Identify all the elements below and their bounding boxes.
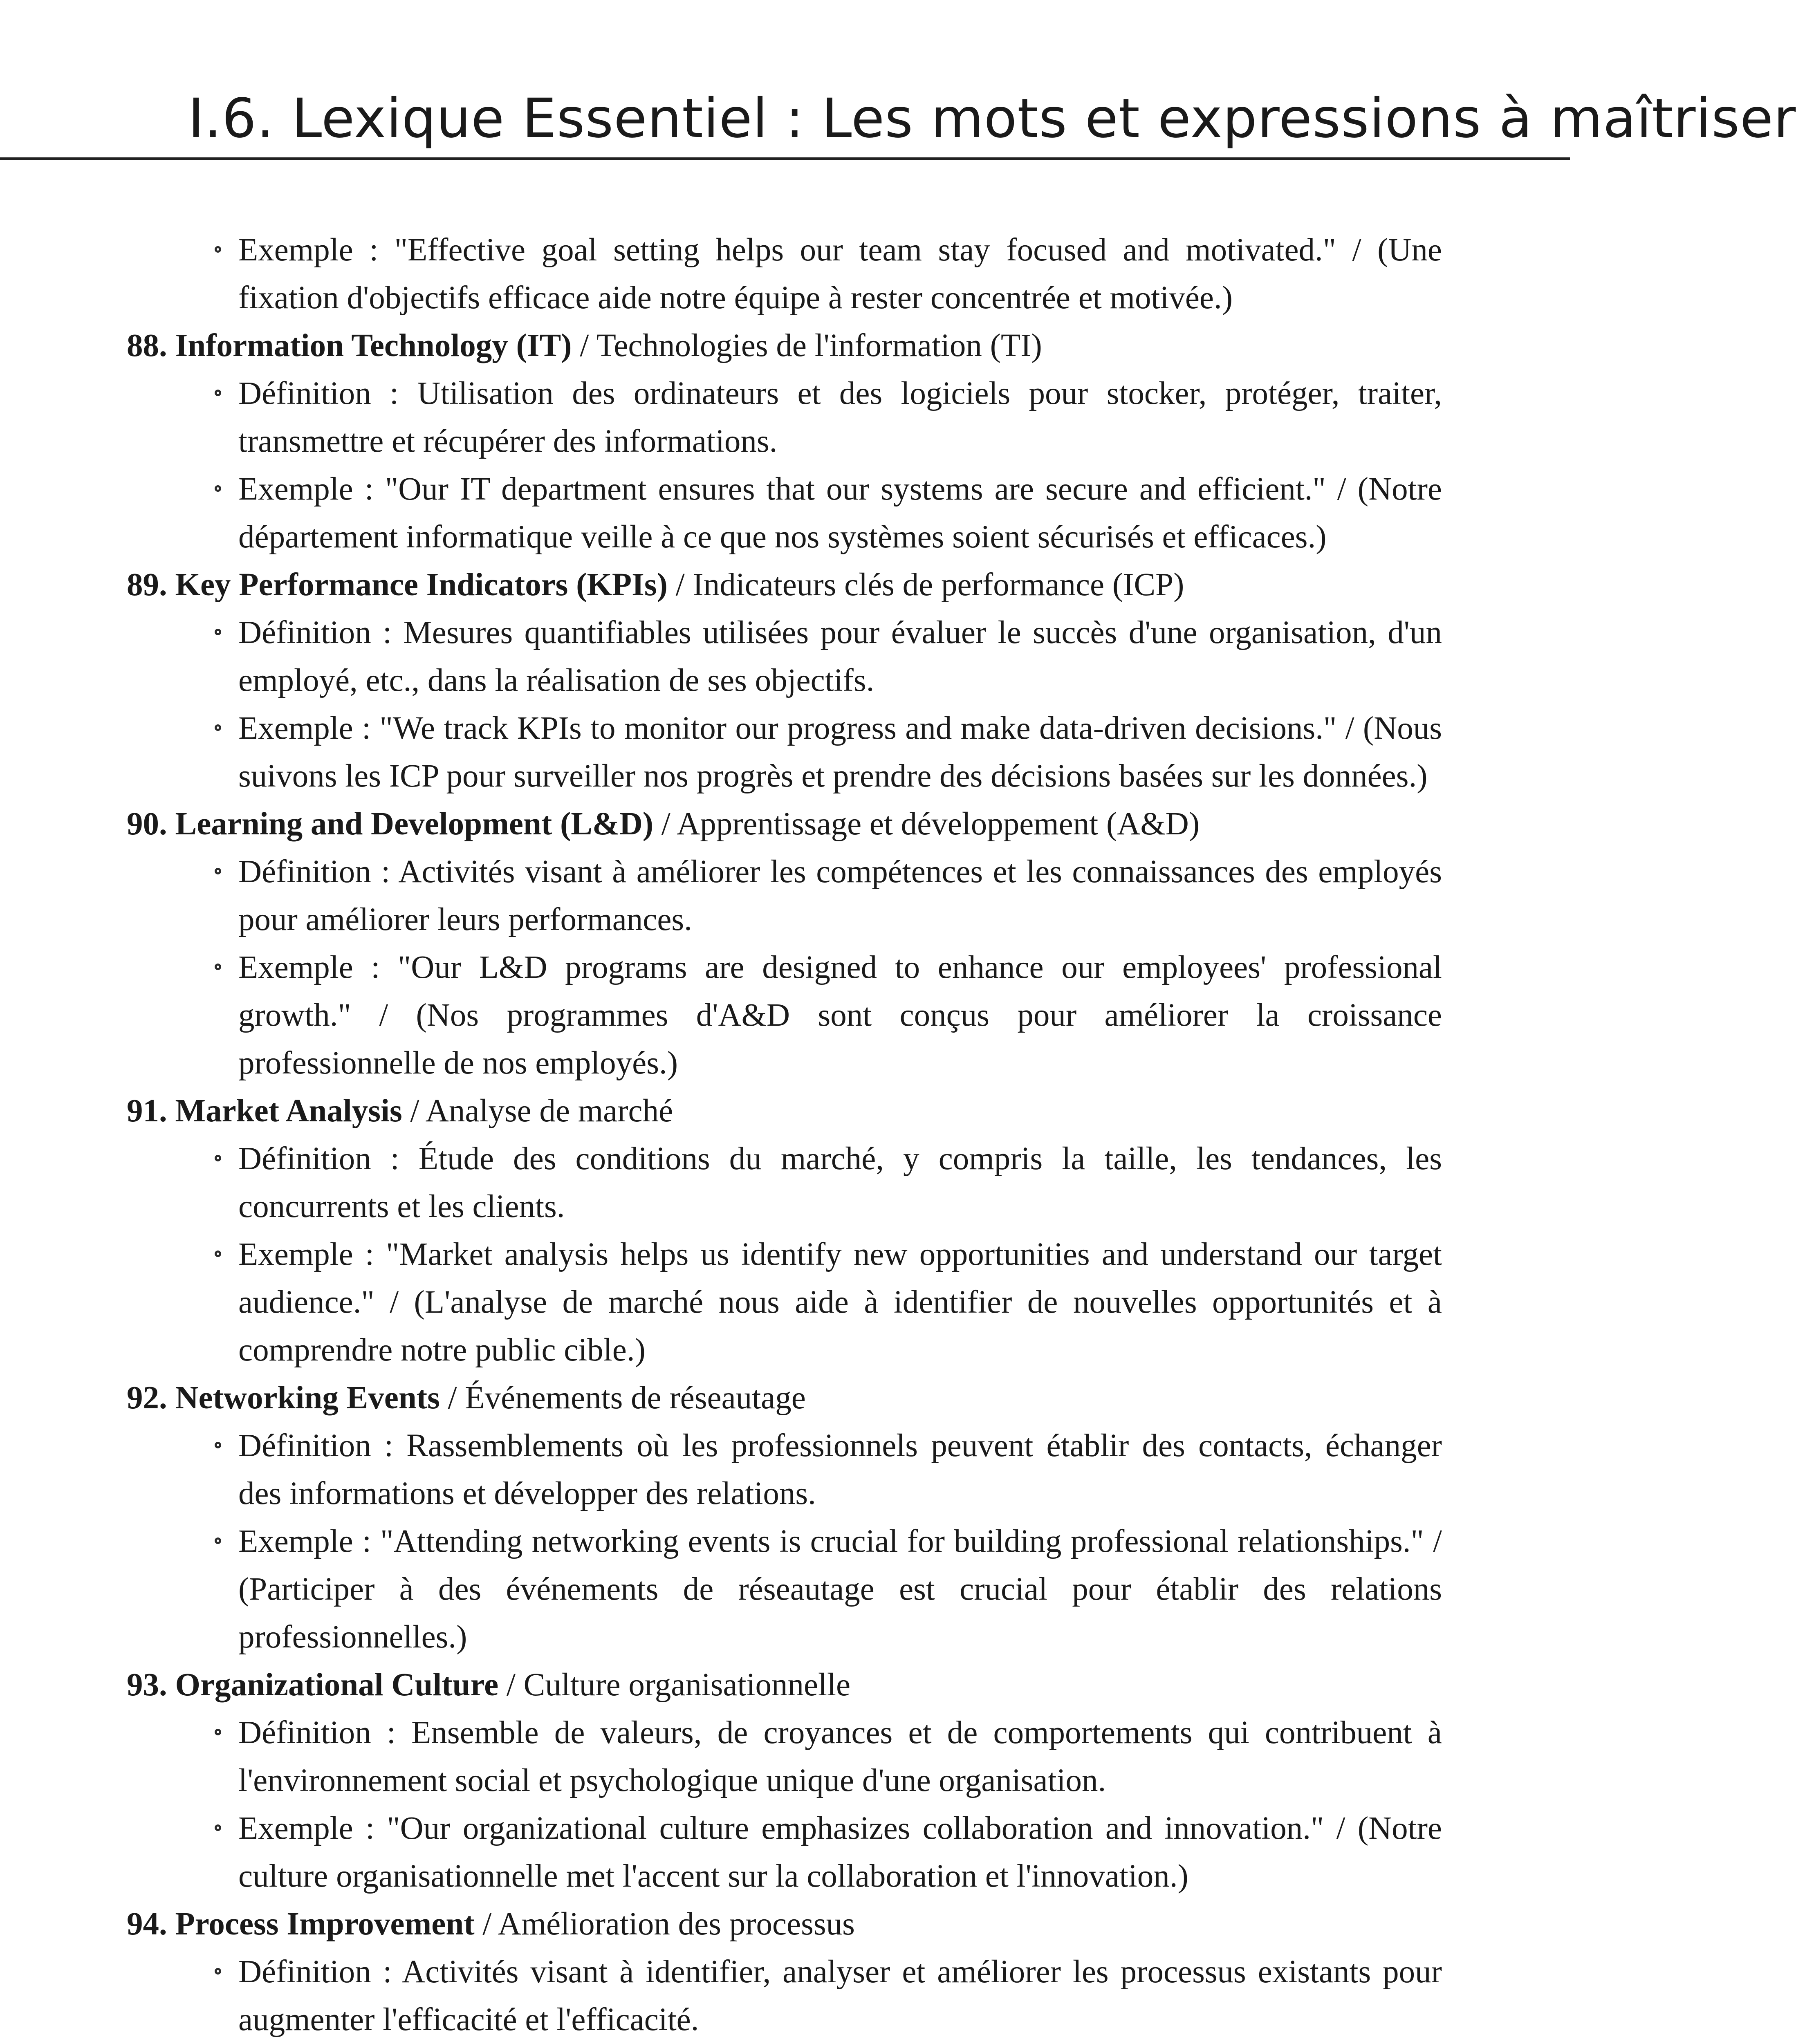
term-number: 92. — [127, 1380, 167, 1416]
term-number: 94. — [127, 1906, 167, 1942]
term-definition: Définition : Mesures quantifiables utilisées pour évaluer le succès d'une organisation, d'un employé, etc., dans la réalisation de ses objectifs. — [238, 609, 1442, 704]
term-heading — [127, 1087, 1442, 1135]
term-heading — [127, 561, 1442, 609]
term-definition: Définition : Rassemblements où les professionnels peuvent établir des contacts, échanger des informations et développer des relations. — [238, 1422, 1442, 1517]
term-number: 90. — [127, 806, 167, 842]
term-heading — [127, 1900, 1442, 1948]
glossary-content — [127, 226, 1442, 2044]
glossary-entry-91 — [127, 1087, 1442, 1374]
term-example: Exemple : "We track KPIs to monitor our progress and make data-driven decisions." / (Nous suivons les ICP pour surveiller nos progrès et prendre des décisions basées sur les données.) — [238, 704, 1442, 800]
term-definition: Définition : Activités visant à identifier, analyser et améliorer les processus existants pour augmenter l'efficacité et l'efficacité. — [238, 1948, 1442, 2044]
term-definition: Définition : Utilisation des ordinateurs et des logiciels pour stocker, protéger, traiter, transmettre et récupérer des informations. — [238, 370, 1442, 465]
page-header — [0, 0, 1796, 164]
term-number: 93. — [127, 1667, 167, 1703]
term-definition: Définition : Activités visant à améliorer les compétences et les connaissances des employés pour améliorer leurs performances. — [238, 848, 1442, 944]
term-english: Information Technology (IT) — [175, 328, 572, 363]
glossary-entry-94 — [127, 1900, 1442, 2044]
term-example: Exemple : "Attending networking events is crucial for building professional relationships." / (Participer à des événements de réseautage est crucial pour établir des relations professionnelles.) — [238, 1517, 1442, 1661]
term-english: Learning and Development (L&D) — [175, 806, 654, 842]
term-french: / Amélioration des processus — [474, 1906, 855, 1942]
term-example: Exemple : "Our L&D programs are designed to enhance our employees' professional growth." / (Nos programmes d'A&D sont conçus pour améliorer la croissance professionnelle de nos employés.) — [238, 944, 1442, 1087]
term-english: Process Improvement — [175, 1906, 475, 1942]
term-example: Exemple : "Our IT department ensures that our systems are secure and efficient." / (Notre département informatique veille à ce que nos systèmes soient sécurisés et efficaces.) — [238, 465, 1442, 561]
glossary-entry-90 — [127, 800, 1442, 1087]
section-title: I.6. Lexique Essentiel : Les mots et expressions à maîtriser — [188, 87, 1796, 150]
term-french: / Analyse de marché — [402, 1093, 673, 1129]
glossary-entry-89 — [127, 561, 1442, 800]
term-heading — [127, 1661, 1442, 1709]
term-french: / Apprentissage et développement (A&D) — [653, 806, 1200, 842]
term-french: / Culture organisationnelle — [498, 1667, 851, 1703]
term-definition: Définition : Étude des conditions du marché, y compris la taille, les tendances, les concurrents et les clients. — [238, 1135, 1442, 1230]
term-french: / Technologies de l'information (TI) — [572, 328, 1042, 363]
term-definition: Définition : Ensemble de valeurs, de croyances et de comportements qui contribuent à l'environnement social et psychologique unique d'une organisation. — [238, 1709, 1442, 1804]
term-english: Organizational Culture — [175, 1667, 499, 1703]
term-heading — [127, 800, 1442, 848]
term-number: 91. — [127, 1093, 167, 1129]
term-english: Market Analysis — [175, 1093, 402, 1129]
term-french: / Indicateurs clés de performance (ICP) — [667, 567, 1184, 603]
term-heading — [127, 322, 1442, 370]
header-divider — [0, 157, 1570, 160]
term-english: Key Performance Indicators (KPIs) — [175, 567, 668, 603]
term-heading — [127, 1374, 1442, 1422]
glossary-entry-88 — [127, 322, 1442, 561]
term-number: 89. — [127, 567, 167, 603]
term-french: / Événements de réseautage — [439, 1380, 806, 1416]
term-example: Exemple : "Our organizational culture emphasizes collaboration and innovation." / (Notre culture organisationnelle met l'accent sur la collaboration et l'innovation.) — [238, 1804, 1442, 1900]
term-number: 88. — [127, 328, 167, 363]
term-example: Exemple : "Market analysis helps us identify new opportunities and understand our target audience." / (L'analyse de marché nous aide à identifier de nouvelles opportunités et à comprendre notre public cible.) — [238, 1230, 1442, 1374]
glossary-entry-93 — [127, 1661, 1442, 1900]
glossary-entry-92 — [127, 1374, 1442, 1661]
continued-example: Exemple : "Effective goal setting helps our team stay focused and motivated." / (Une fixation d'objectifs efficace aide notre équipe à rester concentrée et motivée.) — [238, 226, 1442, 322]
term-english: Networking Events — [175, 1380, 440, 1416]
